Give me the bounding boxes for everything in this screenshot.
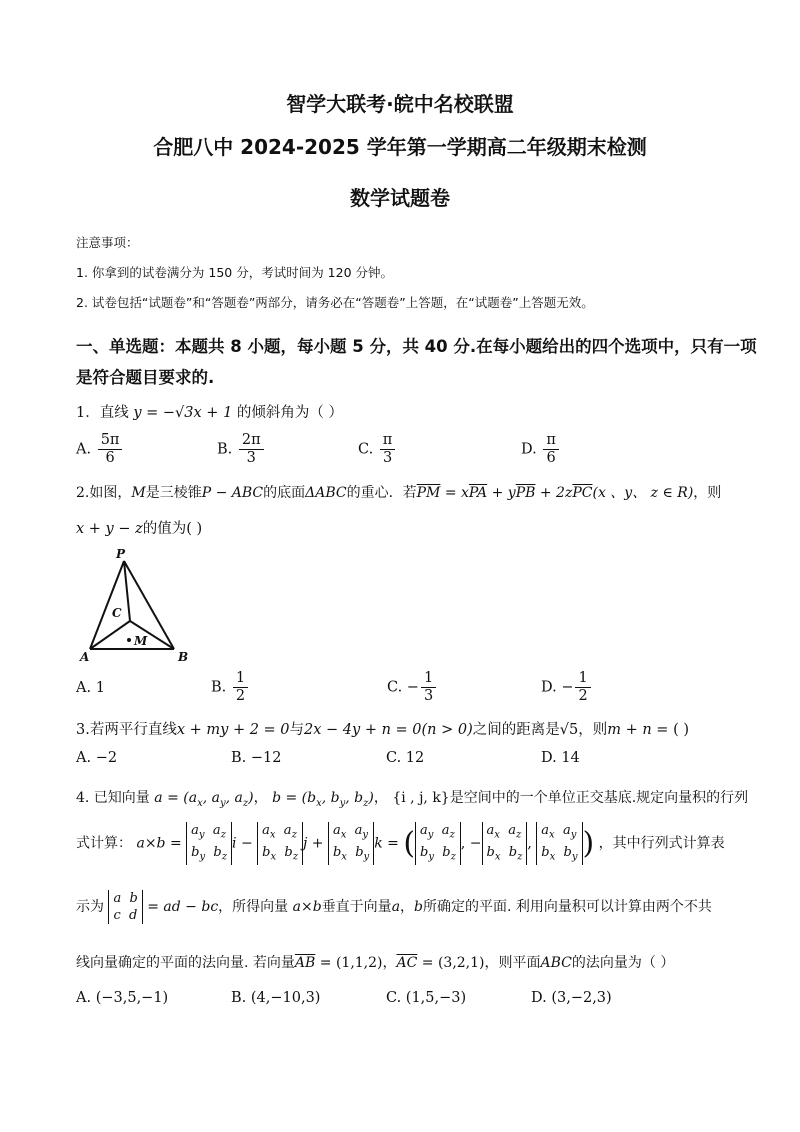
question-3 bbox=[76, 718, 689, 739]
q4-option-a[interactable] bbox=[76, 990, 168, 1006]
q4-option-d[interactable] bbox=[531, 990, 612, 1006]
q2-vector: $\overline{PC}$ bbox=[572, 485, 593, 501]
q2-expr: + 2z bbox=[535, 485, 573, 501]
exam-union-title: 智学大联考·皖中名校联盟 bbox=[286, 92, 514, 116]
q4-expr: = (1,1,2) bbox=[315, 955, 383, 971]
q3-text: = ( ) bbox=[651, 722, 689, 738]
q1-option-b[interactable] bbox=[217, 432, 266, 467]
denominator: 6 bbox=[546, 450, 556, 466]
q3-text: ，则 bbox=[578, 722, 608, 738]
determinant: $a_x$ $a_z$ $b_x$ $b_z$ bbox=[482, 822, 528, 865]
denominator: 6 bbox=[105, 450, 115, 466]
centroid-point bbox=[127, 638, 131, 642]
option-label: C. bbox=[358, 441, 374, 458]
option-label: C. bbox=[387, 679, 403, 696]
option-value: (4,−10,3) bbox=[250, 990, 321, 1006]
q2-text: 的重心．若 bbox=[346, 485, 417, 501]
fraction bbox=[575, 670, 590, 705]
section-heading: 一、单选题：本题共 8 小题，每小题 5 分，共 40 分.在每小题给出的四个选项中，只有一项 bbox=[76, 337, 757, 356]
option-label: D. bbox=[521, 441, 537, 458]
q4-text: ，所得向量 bbox=[218, 899, 289, 915]
label-a: A bbox=[80, 650, 90, 664]
q1-option-c[interactable] bbox=[358, 432, 397, 467]
label-m: M bbox=[134, 634, 148, 648]
q4-text: 式计算： bbox=[76, 835, 132, 852]
option-value: −12 bbox=[250, 750, 282, 766]
denominator: 3 bbox=[246, 450, 256, 466]
fraction bbox=[239, 432, 264, 467]
minus-sign: − bbox=[561, 679, 574, 696]
numerator: 1 bbox=[575, 670, 590, 688]
q4-option-c[interactable] bbox=[386, 990, 466, 1006]
q2-text: 是三棱锥 bbox=[145, 485, 202, 501]
denominator: 3 bbox=[423, 688, 434, 704]
fraction bbox=[380, 432, 396, 467]
question-2-line2 bbox=[76, 517, 202, 538]
q3-option-b[interactable] bbox=[231, 750, 281, 766]
q4-vector: $\overline{AC}$ bbox=[396, 955, 418, 971]
q1-tail: 的倾斜角为（ ） bbox=[236, 405, 344, 421]
notes-heading: 注意事项： bbox=[76, 235, 139, 250]
label-b: B bbox=[178, 650, 189, 664]
option-value: (3,−2,3) bbox=[551, 990, 612, 1006]
q3-text: 3.若两平行直线 bbox=[76, 722, 177, 738]
q4-basis: {i , j, k} bbox=[392, 790, 450, 806]
option-label: D. bbox=[541, 679, 557, 696]
q4-var: ABC bbox=[540, 955, 572, 971]
q3-option-d[interactable] bbox=[541, 750, 580, 766]
numerator: π bbox=[543, 432, 559, 450]
q3-option-a[interactable] bbox=[76, 750, 117, 766]
q2-expr: + y bbox=[487, 485, 516, 501]
question-4-line4: 线向量确定的平面的法向量. 若向量$\overline{AB} = (1,1,2)$，$\overline{AC} = (3,2,1)$，则平面ABC的法向量为（ ） bbox=[76, 955, 675, 971]
q2-expr: (x 、y、 z ∈ R) bbox=[592, 485, 694, 501]
q4-expr: = (3,2,1) bbox=[417, 955, 485, 971]
q3-text: 之间的距离是 bbox=[472, 722, 560, 738]
q4-text: 的法向量为（ ） bbox=[571, 955, 675, 971]
q2-var: M bbox=[131, 485, 146, 501]
q3-expr: 2x − 4y + n = 0(n > 0) bbox=[304, 722, 473, 738]
option-value: (1,5,−3) bbox=[405, 990, 467, 1006]
determinant: $a_x$ $a_y$ $b_x$ $b_y$ bbox=[328, 822, 374, 865]
q3-expr: √5 bbox=[559, 722, 579, 738]
q4-vector: $\overline{AB}$ bbox=[294, 955, 316, 971]
q2-expr: = x bbox=[440, 485, 469, 501]
q2-text: 的底面 bbox=[263, 485, 306, 501]
minus-sign: − bbox=[406, 679, 419, 696]
option-label: D. bbox=[541, 750, 557, 766]
denominator: 3 bbox=[382, 450, 393, 466]
q3-text: 与 bbox=[289, 722, 305, 738]
q1-option-d[interactable] bbox=[521, 432, 561, 467]
q2-text: ，则 bbox=[693, 485, 722, 501]
option-label: A. bbox=[76, 990, 92, 1006]
q1-equation: y = −√3x + 1 bbox=[133, 405, 233, 421]
label-c: C bbox=[112, 606, 122, 620]
q2-option-d[interactable] bbox=[541, 670, 593, 705]
q2-var: P − ABC bbox=[201, 485, 264, 501]
q4-text: 是空间中的一个单位正交基底.规定向量积的行列 bbox=[449, 790, 749, 806]
label-p: P bbox=[116, 547, 126, 561]
option-label: A. bbox=[76, 680, 92, 696]
option-value: 1 bbox=[95, 680, 105, 696]
option-label: C. bbox=[386, 750, 402, 766]
pyramid-figure bbox=[74, 545, 194, 665]
q4-vector-b: $b = (b_x$, $b_y$, $b_z$) bbox=[272, 790, 374, 809]
q4-vector-a: $a = (a_x$, $a_y$, $a_z$) bbox=[154, 790, 254, 809]
option-value: −2 bbox=[95, 750, 118, 766]
q4-text: 垂直于向量 bbox=[321, 899, 392, 915]
q2-text: 2.如图， bbox=[76, 485, 132, 501]
fraction bbox=[233, 670, 248, 705]
exam-school-title: 合肥八中 2024-2025 学年第一学期高二年级期末检测 bbox=[153, 135, 647, 159]
q4-text: 所确定的平面. 利用向量积可以计算由两个不共 bbox=[423, 899, 712, 915]
q1-prefix: 1．直线 bbox=[76, 405, 129, 421]
q2-option-b[interactable] bbox=[211, 670, 250, 705]
option-label: A. bbox=[76, 750, 92, 766]
question-1 bbox=[76, 401, 343, 422]
option-label: B. bbox=[211, 679, 227, 696]
q2-option-a[interactable] bbox=[76, 680, 105, 696]
question-4: 4. 已知向量 $a = (a_x$, $a_y$, $a_z$)， $b = (b_x$, $b_y$, $b_z$)， {i , j, k}是空间中的一个单位正交基底.规定向量积的行列 bbox=[76, 790, 749, 809]
option-label: C. bbox=[386, 990, 402, 1006]
numerator: π bbox=[380, 432, 396, 450]
q2-var: ΔABC bbox=[305, 485, 347, 501]
question-4-formula: 式计算： a×b = $a_y$ $a_z$ $b_y$ $b_z$ i − $a_x$ $a_z$ $b_x$ $b_z$ j + $a_x$ $a_y$ $b_x$ $b_y$ k = ( $a_y$ $a_z$ $b_y$ $b_z$ , − $a_x$ $a_z$ $b_x$ $b_z$ , $a_x$ $a_y$ $b_x$ $b_y$ ) ，其中行列式计算表 bbox=[76, 822, 725, 865]
note-item-1: 1. 你拿到的试卷满分为 150 分，考试时间为 120 分钟。 bbox=[76, 265, 394, 280]
determinant: $a_x$ $a_y$ $b_x$ $b_y$ bbox=[536, 822, 582, 865]
q3-expr: x + my + 2 = 0 bbox=[176, 722, 290, 738]
denominator: 2 bbox=[578, 688, 588, 704]
q4-text: 4. 已知向量 bbox=[76, 790, 150, 806]
fraction bbox=[98, 432, 123, 467]
option-value: (−3,5,−1) bbox=[95, 990, 169, 1006]
option-label: B. bbox=[231, 990, 247, 1006]
numerator: 1 bbox=[421, 670, 436, 688]
q4-text: ，其中行列式计算表 bbox=[598, 835, 725, 852]
edge-pa bbox=[90, 561, 124, 649]
q4-expr: = ad − bc bbox=[142, 899, 219, 915]
option-label: D. bbox=[531, 990, 547, 1006]
section-heading-cont: 是符合题目要求的. bbox=[76, 368, 215, 387]
numerator: 5π bbox=[98, 432, 123, 450]
option-label: B. bbox=[217, 441, 233, 458]
paper-title: 数学试题卷 bbox=[350, 186, 450, 210]
determinant: $a_y$ $a_z$ $b_y$ $b_z$ bbox=[186, 822, 232, 865]
fraction bbox=[543, 432, 559, 467]
q2-expr: x + y − z bbox=[76, 521, 143, 537]
q2-option-c[interactable] bbox=[387, 670, 438, 705]
q3-expr: m + n bbox=[607, 722, 652, 738]
option-label: A. bbox=[76, 441, 92, 458]
determinant: $a_y$ $a_z$ $b_y$ $b_z$ bbox=[415, 822, 461, 865]
question-4-line3: 示为 a b c d = ad − bc，所得向量 a×b垂直于向量a，b所确定的平面. 利用向量积可以计算由两个不共 bbox=[76, 891, 712, 923]
numerator: 2π bbox=[239, 432, 264, 450]
option-value: 14 bbox=[561, 750, 580, 766]
note-item-2: 2. 试卷包括“试题卷”和“答题卷”两部分，请务必在“答题卷”上答题，在“试题卷”上答题无效。 bbox=[76, 295, 594, 310]
option-label: B. bbox=[231, 750, 247, 766]
determinant: a b c d bbox=[108, 890, 142, 924]
fraction bbox=[421, 670, 436, 705]
q4-text: 线向量确定的平面的法向量. 若向量 bbox=[76, 955, 295, 971]
question-2 bbox=[76, 482, 721, 502]
determinant: $a_x$ $a_z$ $b_x$ $b_z$ bbox=[257, 822, 303, 865]
q4-text: ，则平面 bbox=[484, 955, 541, 971]
q3-option-c[interactable] bbox=[386, 750, 424, 766]
q2-vector: $\overline{PA}$ bbox=[468, 485, 488, 501]
edge-pb bbox=[124, 561, 174, 649]
option-value: 12 bbox=[405, 750, 425, 766]
q2-vector: $\overline{PB}$ bbox=[515, 485, 536, 501]
numerator: 1 bbox=[233, 670, 248, 688]
q4-option-b[interactable] bbox=[231, 990, 320, 1006]
q1-option-a[interactable] bbox=[76, 432, 124, 467]
q2-text: 的值为( ) bbox=[142, 521, 203, 537]
q4-text: 示为 bbox=[76, 899, 104, 915]
q2-vector: $\overline{PM}$ bbox=[416, 485, 441, 501]
denominator: 2 bbox=[235, 688, 246, 704]
